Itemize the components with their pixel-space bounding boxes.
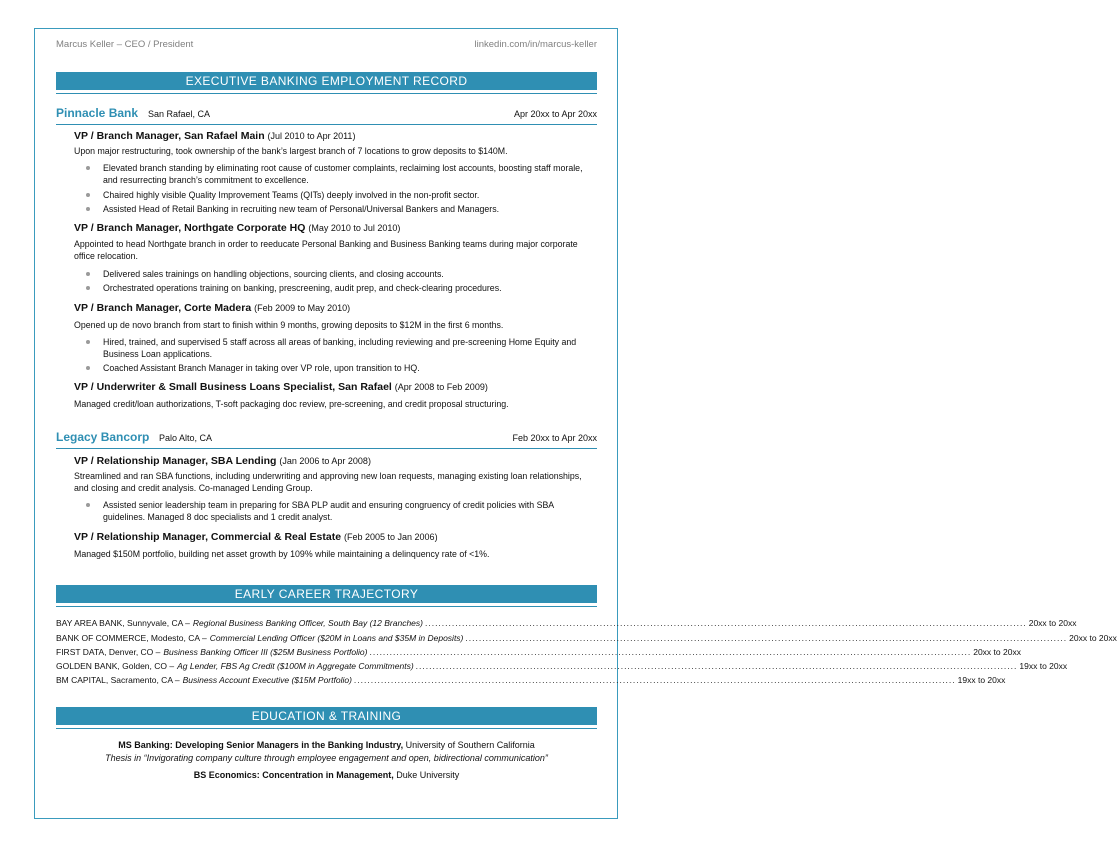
early-title: Regional Business Banking Officer, South Bay (12 Branches)	[192, 618, 423, 628]
early-career-row	[56, 674, 1006, 686]
school: Duke University	[396, 770, 460, 780]
bullet-icon	[86, 503, 90, 507]
employer-name: Pinnacle Bank	[56, 106, 139, 120]
role-name: VP / Underwriter & Small Business Loans Specialist, San Rafael	[74, 381, 392, 393]
bullet-text: Elevated branch standing by eliminating root cause of customer complaints, reclaiming lost accounts, boosting staff morale, and resurrecting branch’s commitment to excellence.	[103, 163, 583, 185]
list-item	[103, 336, 593, 360]
education-entry	[56, 739, 597, 752]
dot-leader: ...................................................................................................................................................................................	[424, 618, 1027, 628]
role-title	[74, 381, 488, 393]
bullet-text: Hired, trained, and supervised 5 staff across all areas of banking, including reviewing and pre-screening Home Equity and Business Loan applications.	[103, 337, 577, 359]
employer-heading	[56, 106, 597, 125]
bullet-text: Orchestrated operations training on banking, prescreening, audit prep, and check-clearing procedures.	[103, 283, 502, 293]
early-company: BM CAPITAL, Sacramento, CA –	[56, 675, 180, 685]
bullet-text: Chaired highly visible Quality Improvement Teams (QITs) deeply involved in the non-profit sector.	[103, 190, 480, 200]
list-item	[103, 203, 593, 215]
role-name: VP / Branch Manager, Northgate Corporate HQ	[74, 222, 306, 234]
role-dates: (Jan 2006 to Apr 2008)	[279, 456, 371, 466]
list-item	[103, 189, 593, 201]
bullet-text: Assisted senior leadership team in preparing for SBA PLP audit and ensuring congruency of credit policies with SBA guidelines. Managed 8 doc specialists and 1 credit analyst.	[103, 500, 554, 522]
dot-leader: ...................................................................................................................................................................................	[369, 647, 972, 657]
role-name: VP / Branch Manager, San Rafael Main	[74, 130, 265, 142]
role-description: Managed $150M portfolio, building net asset growth by 109% while maintaining a delinquency rate of <1%.	[74, 549, 490, 559]
bullet-icon	[86, 272, 90, 276]
early-company: BANK OF COMMERCE, Modesto, CA –	[56, 633, 207, 643]
header-linkedin[interactable]: linkedin.com/in/marcus-keller	[474, 39, 597, 50]
role-description: Managed credit/loan authorizations, T-soft packaging doc review, pre-screening, and credit proposal structuring.	[74, 399, 509, 409]
education-banner: EDUCATION & TRAINING	[56, 707, 597, 725]
role-description: Upon major restructuring, took ownership of the bank’s largest branch of 7 locations to grow deposits to $140M.	[74, 146, 508, 156]
bullet-icon	[86, 366, 90, 370]
list-item	[103, 268, 593, 280]
school: University of Southern California	[405, 740, 535, 750]
employer-heading	[56, 430, 597, 449]
role-name: VP / Branch Manager, Corte Madera	[74, 302, 252, 314]
early-dates: 20xx to 20xx	[1069, 633, 1117, 643]
bullet-text: Assisted Head of Retail Banking in recruiting new team of Personal/Universal Bankers and Managers.	[103, 204, 500, 214]
header-name: Marcus Keller – CEO / President	[56, 39, 194, 50]
bullet-icon	[86, 340, 90, 344]
list-item	[103, 162, 593, 186]
employer-location: Palo Alto, CA	[159, 433, 213, 443]
role-description: Opened up de novo branch from start to finish within 9 months, growing deposits to $12M in the first 6 months.	[74, 320, 504, 330]
list-item	[103, 362, 593, 374]
employer-dates: Apr 20xx to Apr 20xx	[513, 109, 597, 119]
role-title	[74, 222, 400, 234]
dot-leader: ...................................................................................................................................................................................	[415, 661, 1018, 671]
list-item	[103, 282, 593, 294]
dot-leader: ...................................................................................................................................................................................	[353, 675, 956, 685]
early-dates: 20xx to 20xx	[1028, 618, 1077, 628]
degree: MS Banking: Developing Senior Managers in the Banking Industry,	[118, 740, 404, 750]
role-title	[74, 531, 438, 543]
role-description: Appointed to head Northgate branch in order to reeducate Personal Banking and Business Banking teams during major corporate office relocation.	[74, 239, 578, 261]
thesis: Thesis in “Invigorating company culture through employee engagement and open, bidirectional communication”	[105, 753, 548, 763]
role-name: VP / Relationship Manager, SBA Lending	[74, 455, 277, 467]
bullet-text: Coached Assistant Branch Manager in taking over VP role, upon transition to HQ.	[103, 363, 420, 373]
early-title: Business Banking Officer III ($25M Business Portfolio)	[163, 647, 368, 657]
degree: BS Economics: Concentration in Management,	[193, 770, 394, 780]
employer-location: San Rafael, CA	[148, 109, 211, 119]
early-title: Commercial Lending Officer ($20M in Loans and $35M in Deposits)	[209, 633, 464, 643]
early-dates: 19xx to 20xx	[957, 675, 1006, 685]
early-dates: 20xx to 20xx	[973, 647, 1021, 657]
role-dates: (Feb 2005 to Jan 2006)	[344, 532, 438, 542]
early-career-row	[56, 646, 1021, 658]
early-title: Business Account Executive ($15M Portfolio)	[182, 675, 352, 685]
early-career-row	[56, 617, 1077, 629]
bullet-icon	[86, 193, 90, 197]
early-company: GOLDEN BANK, Golden, CO –	[56, 661, 175, 671]
role-dates: (Apr 2008 to Feb 2009)	[394, 382, 488, 392]
role-title	[74, 130, 355, 142]
bullet-text: Delivered sales trainings on handling objections, sourcing clients, and closing accounts.	[103, 269, 444, 279]
early-dates: 19xx to 20xx	[1019, 661, 1068, 671]
employer-dates: Feb 20xx to Apr 20xx	[512, 433, 597, 443]
list-item	[103, 499, 593, 523]
early-company: BAY AREA BANK, Sunnyvale, CA –	[56, 618, 190, 628]
early-career-row	[56, 660, 1068, 672]
dot-leader: ...................................................................................................................................................................................	[465, 633, 1068, 643]
bullet-icon	[86, 166, 90, 170]
role-dates: (Jul 2010 to Apr 2011)	[267, 131, 356, 141]
role-title	[74, 302, 350, 314]
early-career-banner: EARLY CAREER TRAJECTORY	[56, 585, 597, 603]
employment-banner: EXECUTIVE BANKING EMPLOYMENT RECORD	[56, 72, 597, 90]
early-company: FIRST DATA, Denver, CO –	[56, 647, 161, 657]
education-entry	[56, 769, 597, 782]
bullet-icon	[86, 207, 90, 211]
employer-name: Legacy Bancorp	[56, 430, 150, 444]
bullet-icon	[86, 286, 90, 290]
role-dates: (Feb 2009 to May 2010)	[254, 303, 351, 313]
role-dates: (May 2010 to Jul 2010)	[308, 223, 401, 233]
page-header	[56, 39, 597, 50]
role-title	[74, 455, 371, 467]
role-description: Streamlined and ran SBA functions, including underwriting and approving new loan requests, managing existing loan relationships, and closing and credit analysis. Co-managed Lending Group.	[74, 471, 582, 493]
early-title: Ag Lender, FBS Ag Credit ($100M in Aggregate Commitments)	[177, 661, 414, 671]
early-career-row	[56, 632, 1117, 644]
role-name: VP / Relationship Manager, Commercial & Real Estate	[74, 531, 342, 543]
